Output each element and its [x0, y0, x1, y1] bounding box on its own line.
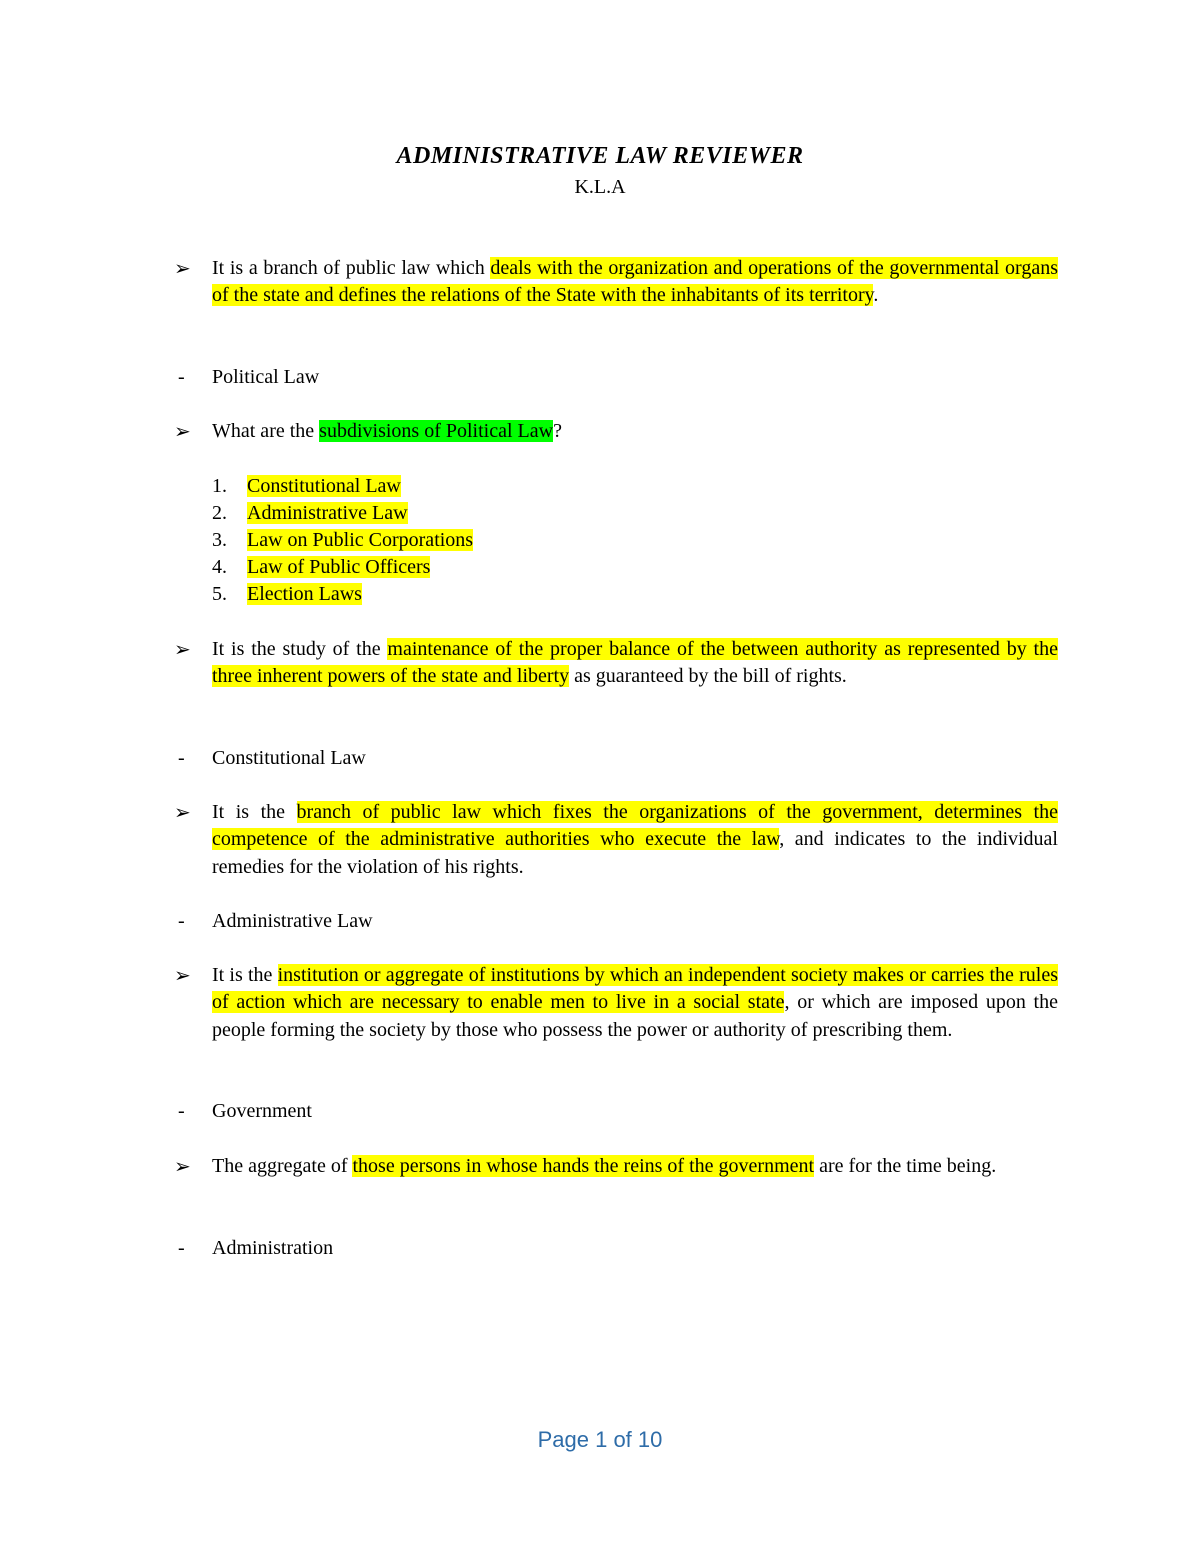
highlighted-segment: branch of public law which fixes the organizations of the government, determines the competence of the administrative authorities who execute the law [212, 801, 1058, 851]
question-text [212, 636, 1058, 691]
arrow-bullet-icon: ➢ [174, 800, 191, 824]
answer-text: Administrative Law [212, 910, 373, 932]
question-segment: are for the time being. [814, 1155, 997, 1177]
dash-bullet: - [178, 910, 185, 932]
list-item [212, 527, 473, 554]
question-text [212, 418, 1058, 445]
page-number-label: Page 1 of 10 [537, 1427, 663, 1452]
question-text [212, 962, 1058, 1044]
highlighted-segment: deals with the organization and operations of the governmental organs of the state and defines the relations of the State with the inhabitants of its territory [212, 257, 1058, 307]
list-item [212, 554, 430, 581]
dash-bullet: - [178, 366, 185, 388]
dash-bullet: - [178, 1237, 185, 1259]
list-item-text: Election Laws [247, 583, 362, 605]
question-text [212, 1153, 1058, 1180]
highlighted-segment: institution or aggregate of institutions by which an independent society makes or carries the rules of action which are necessary to enable men to live in a social state [212, 964, 1059, 1014]
arrow-bullet-icon: ➢ [174, 1154, 191, 1178]
question-segment: ? [553, 420, 562, 442]
list-item [212, 473, 401, 500]
list-item [212, 581, 362, 608]
dash-bullet: - [178, 747, 185, 769]
arrow-bullet-icon: ➢ [174, 419, 191, 443]
arrow-bullet-icon: ➢ [174, 963, 191, 987]
question-segment: The aggregate of [212, 1155, 353, 1177]
question-text [212, 799, 1058, 881]
question-segment: It is the study of the [212, 638, 388, 660]
question-segment: . [873, 284, 879, 307]
document-author: K.L.A [574, 176, 626, 198]
answer-text: Administration [212, 1237, 334, 1259]
highlighted-segment: maintenance of the proper balance of the between authority as represented by the three inherent powers of the state and liberty [212, 638, 1058, 688]
answer-text: Constitutional Law [212, 747, 366, 769]
highlighted-segment: those persons in whose hands the reins of the government [352, 1155, 815, 1177]
arrow-bullet-icon: ➢ [174, 637, 191, 661]
list-number: 4. [212, 556, 227, 578]
list-number: 1. [212, 475, 227, 497]
question-text [212, 255, 1058, 310]
answer-text: Political Law [212, 366, 320, 388]
question-segment: It is a branch of public law which [212, 257, 491, 279]
answer-text: Government [212, 1100, 312, 1122]
arrow-bullet-icon: ➢ [174, 256, 191, 280]
list-number: 2. [212, 502, 227, 524]
question-segment: as guaranteed by the bill of rights. [569, 665, 847, 688]
list-number: 3. [212, 529, 227, 551]
list-number: 5. [212, 583, 227, 605]
highlighted-segment: subdivisions of Political Law [319, 420, 554, 442]
list-item-text: Law of Public Officers [247, 556, 431, 578]
document-title: ADMINISTRATIVE LAW REVIEWER [396, 143, 804, 169]
list-item-text: Constitutional Law [247, 475, 401, 497]
question-segment: , or which are imposed upon the people forming the society by those who possess the power or authority of prescribing them. [212, 991, 1058, 1041]
question-segment: What are the [212, 420, 320, 442]
list-item [212, 500, 408, 527]
question-segment: It is the [212, 801, 297, 823]
question-segment: It is the [212, 964, 278, 986]
list-item-text: Law on Public Corporations [247, 529, 474, 551]
question-segment: , and indicates to the individual remedies for the violation of his rights. [212, 828, 1058, 878]
list-item-text: Administrative Law [247, 502, 408, 524]
dash-bullet: - [178, 1100, 185, 1122]
